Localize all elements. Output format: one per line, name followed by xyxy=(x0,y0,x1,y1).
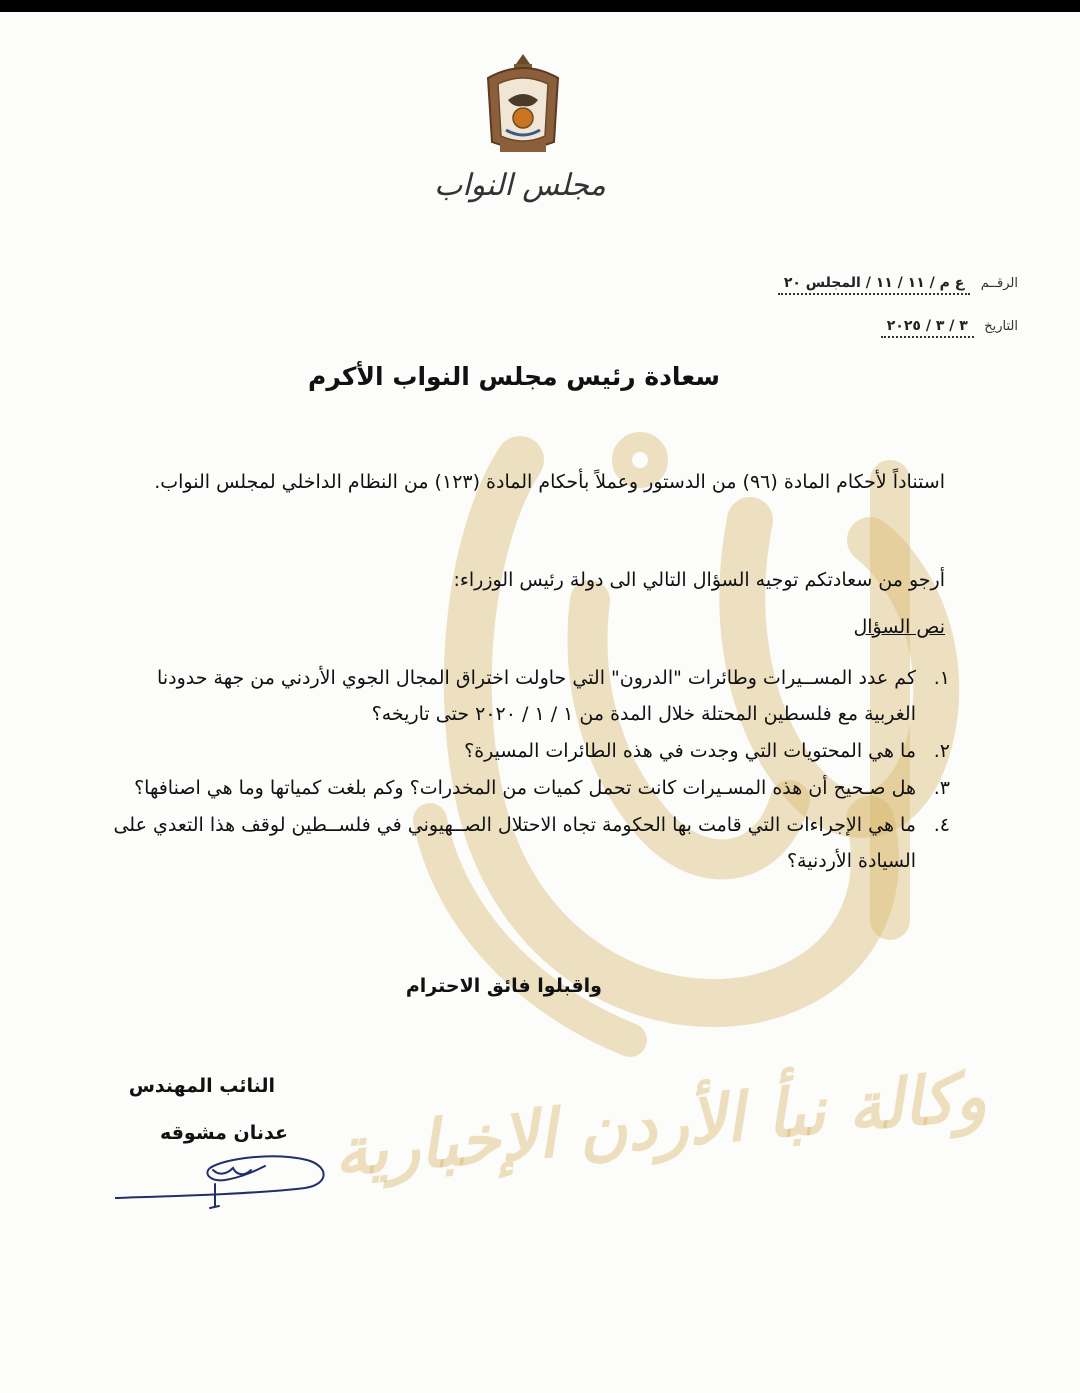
reference-label: الرقــم xyxy=(980,276,1018,291)
signatory-title: النائب المهندس xyxy=(128,1075,275,1097)
question-item xyxy=(110,660,950,732)
reference-number xyxy=(778,275,1018,291)
reference-value: ع م / ١١ / ١١ / المجلس ٢٠ xyxy=(778,275,971,295)
top-black-bar xyxy=(0,0,1080,12)
signatory-name: عدنان مشوقه xyxy=(159,1122,288,1144)
question-text: هل صـحيح أن هذه المسـيرات كانت تحمل كميات من المخدرات؟ وكم بلغت كمياتها وما هي اصنافها؟ xyxy=(134,777,916,799)
question-number: ٣. xyxy=(933,777,950,799)
questions-list xyxy=(110,660,950,880)
watermark-text: وكالة نبأ الأردن الإخبارية xyxy=(330,1056,990,1192)
closing-line: واقبلوا فائق الاحترام xyxy=(405,975,602,997)
question-title: نص السؤال xyxy=(853,616,945,638)
request-paragraph: أرجو من سعادتكم توجيه السؤال التالي الى دولة رئيس الوزراء: xyxy=(453,569,945,591)
jordan-coat-of-arms-icon xyxy=(478,50,568,160)
question-item xyxy=(110,770,950,806)
date-label: التاريخ xyxy=(984,319,1018,334)
question-text: ما هي الإجراءات التي قامت بها الحكومة تجاه الاحتلال الصــهيوني في فلســطين لوقف هذا التعدي على السيادة الأردنية؟ xyxy=(113,814,916,872)
council-name-logotype: مجلس النواب xyxy=(434,168,606,203)
handwritten-signature-icon xyxy=(115,1140,335,1215)
question-text: كم عدد المســيرات وطائرات "الدرون" التي حاولت اختراق المجال الجوي الأردني من جهة حدودنا الغربية مع فلسطين المحتلة خلال المدة من ١ / ١ / ٢٠٢٠ حتى تاريخه؟ xyxy=(157,667,916,725)
question-number: ٢. xyxy=(933,740,950,762)
intro-paragraph: استناداً لأحكام المادة (٩٦) من الدستور وعملاً بأحكام المادة (١٢٣) من النظام الداخلي لمجلس النواب. xyxy=(154,471,945,493)
letter-date xyxy=(881,318,1018,334)
question-text: ما هي المحتويات التي وجدت في هذه الطائرات المسيرة؟ xyxy=(464,740,916,762)
addressee-heading: سعادة رئيس مجلس النواب الأكرم xyxy=(308,362,720,391)
question-item xyxy=(110,733,950,769)
question-number: ٤. xyxy=(933,814,950,836)
question-item xyxy=(110,807,950,879)
question-number: ١. xyxy=(933,667,950,689)
date-value: ٣ / ٣ / ٢٠٢٥ xyxy=(881,318,974,338)
